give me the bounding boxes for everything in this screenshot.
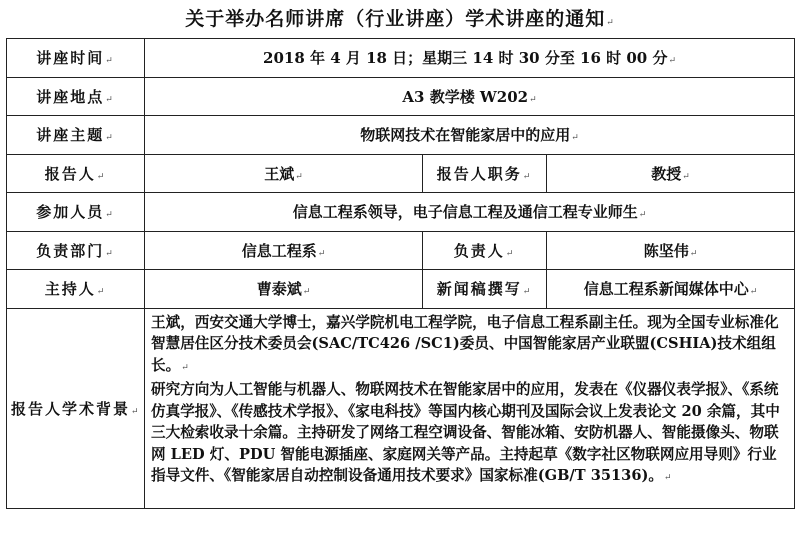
place-label-cell [7, 77, 145, 116]
speaker-title-label-cell [423, 154, 547, 193]
writer-label: 新闻稿撰写 [436, 280, 522, 299]
paragraph-mark-icon: ↵ [105, 56, 115, 67]
background-label-cell [7, 308, 145, 508]
topic-label: 讲座主题 [36, 126, 105, 145]
speaker-value: 王斌 [264, 164, 295, 183]
host-label-cell [7, 270, 145, 309]
paragraph-mark-icon: ↵ [505, 248, 516, 259]
place-label: 讲座地点 [36, 87, 105, 106]
speaker-label: 报告人 [44, 164, 96, 183]
paragraph-mark-icon: ↵ [96, 287, 107, 298]
paragraph-mark-icon: ↵ [522, 171, 533, 182]
notice-title-text: 关于举办名师讲席（行业讲座）学术讲座的通知 [185, 8, 606, 30]
speaker-label-cell [7, 154, 145, 193]
paragraph-mark-icon: ↵ [663, 473, 672, 483]
topic-value-cell [145, 116, 795, 155]
paragraph-mark-icon: ↵ [96, 171, 107, 182]
dept-value-cell [145, 231, 423, 270]
paragraph-mark-icon: ↵ [606, 18, 615, 28]
paragraph-mark-icon: ↵ [105, 210, 115, 221]
attendees-label: 参加人员 [36, 203, 105, 222]
paragraph-mark-icon: ↵ [105, 133, 115, 144]
paragraph-mark-icon: ↵ [105, 94, 115, 105]
row-speaker [7, 154, 795, 193]
lecture-info-table [6, 38, 795, 509]
topic-label-cell [7, 116, 145, 155]
time-value: 2018 年 4 月 18 日；星期三 14 时 30 分至 16 时 00 分 [263, 49, 668, 68]
time-label: 讲座时间 [36, 49, 105, 68]
paragraph-mark-icon: ↵ [105, 248, 115, 259]
paragraph-mark-icon: ↵ [689, 248, 698, 259]
speaker-title-value-cell [547, 154, 795, 193]
row-attendees [7, 193, 795, 232]
host-label: 主持人 [44, 280, 96, 299]
row-dept [7, 231, 795, 270]
writer-label-cell [423, 270, 547, 309]
paragraph-mark-icon: ↵ [302, 287, 311, 298]
paragraph-mark-icon: ↵ [682, 171, 690, 182]
time-label-cell [7, 39, 145, 78]
paragraph-mark-icon: ↵ [131, 406, 141, 417]
dept-value: 信息工程系 [241, 241, 317, 260]
time-value-cell [145, 39, 795, 78]
paragraph-mark-icon: ↵ [638, 210, 647, 221]
dept-label: 负责部门 [36, 241, 105, 260]
paragraph-mark-icon: ↵ [317, 248, 326, 259]
row-place [7, 77, 795, 116]
paragraph-mark-icon: ↵ [749, 287, 758, 298]
writer-value-cell [547, 270, 795, 309]
dept-label-cell [7, 231, 145, 270]
attendees-value: 信息工程系领导，电子信息工程及通信工程专业师生 [292, 203, 638, 222]
place-value-cell [145, 77, 795, 116]
notice-title [0, 4, 800, 31]
speaker-title-value: 教授 [651, 164, 682, 183]
dept-person-label: 负责人 [453, 241, 505, 260]
row-time [7, 39, 795, 78]
host-value: 曹泰斌 [256, 280, 302, 299]
row-background [7, 308, 795, 508]
background-paragraph-text: 研究方向为人工智能与机器人、物联网技术在智能家居中的应用，发表在《仪器仪表学报》、《系统仿真学报》、《传感技术学报》、《家电科技》等国内核心期刊及国际会议上发表论文 20 余篇，其中三大检索收录十余篇。主持研发了网络工程空调设备、智能冰箱、安防机器人、智能摄像头、物联网 LED 灯、PDU 智能电源插座、家庭网关等产品。主持起草《数字社区物联网应用导则》行业指导文件、《智能家居自动控制设备通用技术要求》国家标准(GB/T 35136)。 [151, 381, 780, 484]
background-paragraph [151, 379, 790, 490]
paragraph-mark-icon: ↵ [522, 287, 533, 298]
writer-value: 信息工程系新闻媒体中心 [583, 280, 749, 299]
attendees-value-cell [145, 193, 795, 232]
background-paragraph [151, 312, 790, 380]
dept-person-value-cell [547, 231, 795, 270]
attendees-label-cell [7, 193, 145, 232]
row-topic [7, 116, 795, 155]
dept-person-label-cell [423, 231, 547, 270]
host-value-cell [145, 270, 423, 309]
paragraph-mark-icon: ↵ [668, 56, 677, 67]
speaker-value-cell [145, 154, 423, 193]
background-label: 报告人学术背景 [11, 399, 131, 418]
speaker-title-label: 报告人职务 [436, 164, 522, 183]
place-value: A3 教学楼 W202 [402, 87, 529, 106]
background-paragraph-text: 王斌，西安交通大学博士，嘉兴学院机电工程学院，电子信息工程系副主任。现为全国专业标准化智慧居住区分技术委员会(SAC/TC426 /SC1)委员、中国智能家居产业联盟(CSHIA)技术组组长。 [151, 313, 779, 374]
background-text-cell [145, 308, 795, 508]
dept-person-value: 陈坚伟 [643, 241, 689, 260]
paragraph-mark-icon: ↵ [181, 362, 189, 373]
topic-value: 物联网技术在智能家居中的应用 [360, 126, 571, 145]
paragraph-mark-icon: ↵ [571, 133, 579, 144]
paragraph-mark-icon: ↵ [295, 171, 303, 182]
paragraph-mark-icon: ↵ [529, 94, 537, 105]
row-host [7, 270, 795, 309]
